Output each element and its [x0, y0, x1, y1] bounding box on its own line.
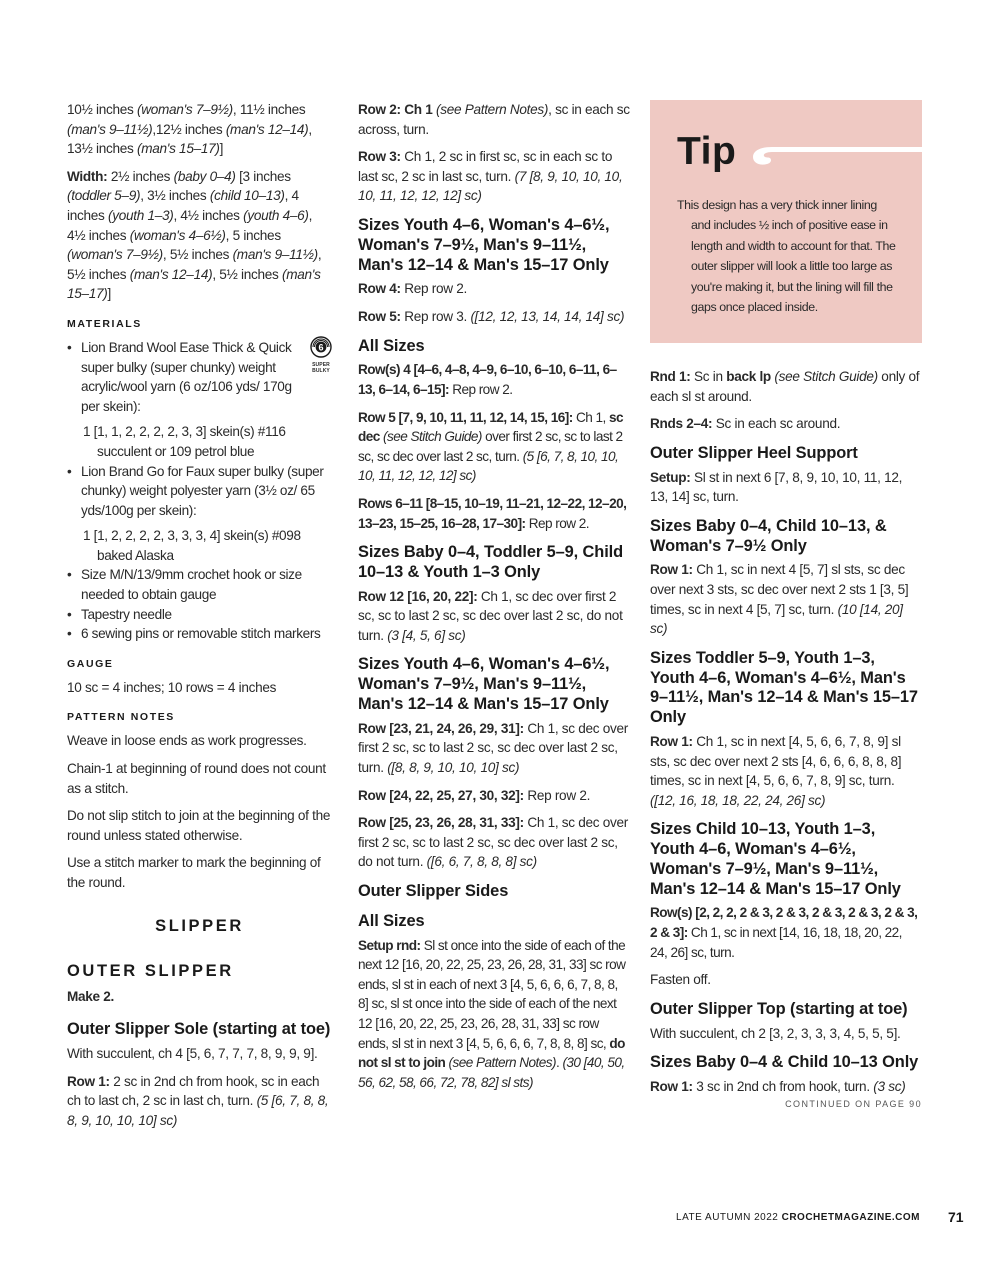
crochet-hook-icon [750, 140, 922, 168]
width-measurements: Width: 2½ inches (baby 0–4) [3 inches (toddler 5–9), 3½ inches (child 10–13), 4 inches (youth 1–3), 4½ inches (youth 4–6), 4½ inches (woman's 4–6½), 5 inches (woman's 7–9½), 5½ inches (man's 9–11½), 5½ inches (man's 12–14), 5½ inches (man's 15–17)] [67, 168, 322, 302]
pattern-note: Weave in loose ends as work progresses. [67, 733, 307, 749]
pattern-notes-heading: PATTERN NOTES [67, 711, 175, 724]
size-heading: All Sizes [358, 336, 425, 355]
rows-6-11: Rows 6–11 [8–15, 10–19, 11–21, 12–22, 12–20, 13–23, 15–25, 16–28, 17–30]: Rep row 2. [358, 495, 627, 531]
heel-rows: Row(s) [2, 2, 2, 2 & 3, 2 & 3, 2 & 3, 2 & 3, 2 & 3, 2 & 3]: Ch 1, sc in next [14, 16, 18, 18, 20, 22, 24, 26] sc, turn. [650, 905, 918, 960]
heel-heading: Outer Slipper Heel Support [650, 443, 858, 462]
sole-row-1: Row 1: 2 sc in 2nd ch from hook, sc in each ch to last ch, 2 sc in last ch, turn. (5 [6, 7, 8, 8, 8, 9, 10, 10, 10] sc) [67, 1073, 329, 1128]
page-footer [650, 1212, 920, 1223]
yarn-weight-number: 6 [318, 342, 324, 353]
material-item: • Lion Brand Wool Ease Thick & Quick super bulky (super chunky) weight acrylic/wool yarn (6 oz/106 yds/ 170g per skein): [67, 338, 332, 416]
size-heading: All Sizes [358, 911, 425, 930]
material-item: • Tapestry needle [67, 605, 332, 625]
row-4: Row 4: Rep row 2. [358, 281, 467, 297]
site-link[interactable]: CROCHETMAGAZINE.COM [781, 1212, 920, 1223]
column-3 [650, 100, 922, 1109]
heel-setup: Setup: Sl st in next 6 [7, 8, 9, 10, 10, 11, 12, 13, 14] sc, turn. [650, 469, 903, 505]
top-row-1: Row 1: 3 sc in 2nd ch from hook, turn. (3 sc) [650, 1079, 906, 1095]
pattern-note: Use a stitch marker to mark the beginning of the round. [67, 855, 321, 890]
size-heading: Sizes Toddler 5–9, Youth 1–3, Youth 4–6, Woman's 4–6½, Man's 9–11½, Man's 12–14 & Man's 15–17 Only [650, 648, 918, 727]
rnd-1: Rnd 1: Sc in back lp (see Stitch Guide) only of each sl st around. [650, 369, 920, 404]
gauge-heading: GAUGE [67, 657, 114, 670]
materials-list-2 [67, 462, 332, 521]
material-sub-item: 1 [1, 2, 2, 2, 2, 3, 3, 3, 4] skein(s) #098 baked Alaska [83, 528, 301, 563]
size-heading: Sizes Baby 0–4, Child 10–13, & Woman's 7–9½ Only [650, 516, 887, 555]
tip-text: This design has a very thick inner lining and includes ½ inch of positive ease in length and width to account for that. The outer slipper will look a little too large as you're making it, but the lining will fill the gaps once placed inside. [677, 198, 896, 315]
tip-title: Tip [677, 130, 737, 173]
size-heading: Sizes Baby 0–4 & Child 10–13 Only [650, 1053, 919, 1072]
sole-heading: Outer Slipper Sole (starting at toe) [67, 1020, 331, 1039]
size-heading: Sizes Child 10–13, Youth 1–3, Youth 4–6, Woman's 4–6½, Woman's 7–9½, Man's 9–11½, Man's 12–14 & Man's 15–17 Only [650, 820, 901, 898]
column-1 [67, 100, 332, 1138]
top-start: With succulent, ch 2 [3, 2, 3, 3, 3, 4, 5, 5, 5]. [650, 1025, 901, 1041]
row-2: Row 2: Ch 1 (see Pattern Notes), sc in each sc across, turn. [358, 102, 630, 137]
materials-list-3 [67, 565, 332, 643]
materials-list [67, 338, 332, 416]
size-heading: Sizes Baby 0–4, Toddler 5–9, Child 10–13 & Youth 1–3 Only [358, 543, 624, 581]
heel-row-1-a: Row 1: Ch 1, sc in next 4 [5, 7] sl sts, sc dec over next 3 sts, sc dec over next 2 sts 1 [3, 5] times, sc in next 4 [5, 7] sc, turn. (10 [14, 20] sc) [650, 562, 909, 637]
continued-note: CONTINUED ON PAGE 90 [785, 1098, 922, 1109]
rows-4: Row(s) 4 [4–6, 4–8, 4–9, 6–10, 6–10, 6–11, 6–13, 6–14, 6–15]: Rep row 2. [358, 362, 617, 397]
sides-heading: Outer Slipper Sides [358, 882, 509, 901]
page-number: 71 [948, 1209, 964, 1225]
fasten-off: Fasten off. [650, 972, 711, 988]
top-heading: Outer Slipper Top (starting at toe) [650, 999, 908, 1018]
column-2 [358, 100, 630, 1100]
material-item: • Size M/N/13/9mm crochet hook or size needed to obtain gauge [67, 565, 332, 604]
size-heading: Sizes Youth 4–6, Woman's 4–6½, Woman's 7–9½, Man's 9–11½, Man's 12–14 & Man's 15–17 Only [358, 655, 610, 714]
row-23: Row [23, 21, 24, 26, 29, 31]: Ch 1, sc dec over first 2 sc, sc to last 2 sc, sc dec over last 2 sc, turn. ([8, 8, 9, 10, 10, 10] sc) [358, 720, 628, 776]
row-3: Row 3: Ch 1, 2 sc in first sc, sc in each sc to last sc, 2 sc in last sc, turn. (7 [8, 9, 10, 10, 10, 10, 11, 12, 12, 12] sc) [358, 149, 623, 204]
yarn-weight-label: SUPER BULKY [312, 361, 330, 374]
length-continued: 10½ inches (woman's 7–9½), 11½ inches (man's 9–11½),12½ inches (man's 12–14), 13½ inches (man's 15–17)] [67, 102, 312, 157]
row-12: Row 12 [16, 20, 22]: Ch 1, sc dec over first 2 sc, sc to last 2 sc, sc dec over last 2 sc, do not turn. (3 [4, 5, 6] sc) [358, 588, 623, 643]
materials-heading: MATERIALS [67, 317, 142, 330]
setup-round: Setup rnd: Sl st once into the side of each of the next 12 [16, 20, 22, 25, 23, 26, 28, 31, 33] sc row ends, sl st in each of next 3 [4, 5, 6, 6, 6, 7, 8, 8, 8] sc, sl st once into the side of each of the next 12 [16, 20, 22, 25, 23, 26, 28, 31, 33] sc row ends, sl st in next 3 [4, 5, 6, 6, 6, 7, 8, 8, 8] sc, do not sl st to join (see Pattern Notes). (30 [40, 50, 56, 62, 58, 66, 72, 78, 82] sl sts) [358, 937, 626, 1090]
row-5: Row 5: Rep row 3. ([12, 12, 13, 14, 14, 14] sc) [358, 308, 625, 324]
row-5-dec: Row 5 [7, 9, 10, 11, 11, 12, 14, 15, 16]: Ch 1, sc dec (see Stitch Guide) over first 2 sc, sc to last 2 sc, sc dec over last 2 sc, turn. (5 [6, 7, 8, 10, 10, 10, 11, 12, 12, 12] sc) [358, 409, 623, 484]
slipper-heading: SLIPPER [155, 916, 244, 935]
pattern-note: Do not slip stitch to join at the beginning of the round unless stated otherwise. [67, 808, 331, 843]
tip-box [650, 100, 922, 343]
row-25: Row [25, 23, 26, 28, 31, 33]: Ch 1, sc dec over first 2 sc, sc to last 2 sc, sc dec over last 2 sc, do not turn. ([6, 6, 7, 8, 8, 8] sc) [358, 815, 628, 870]
row-24: Row [24, 22, 25, 27, 30, 32]: Rep row 2. [358, 787, 591, 803]
outer-slipper-heading: OUTER SLIPPER [67, 961, 234, 980]
material-item: • Lion Brand Go for Faux super bulky (super chunky) weight polyester yarn (3½ oz/ 65 yds/100g per skein): [67, 462, 332, 521]
sole-start: With succulent, ch 4 [5, 6, 7, 7, 7, 8, 9, 9, 9]. [67, 1045, 318, 1061]
material-sub-item: 1 [1, 1, 2, 2, 2, 2, 3, 3] skein(s) #116 succulent or 109 petrol blue [83, 424, 286, 459]
heel-row-1-b: Row 1: Ch 1, sc in next [4, 5, 6, 6, 7, 8, 9] sl sts, sc dec over next 2 sts [4, 6, 6, 6, 8, 8, 8] times, sc in next [4, 5, 6, 6, 7, 8, 9] sc, turn. ([12, 16, 18, 18, 22, 24, 26] sc) [650, 733, 902, 808]
material-item: • 6 sewing pins or removable stitch markers [67, 624, 332, 644]
issue-label: LATE AUTUMN 2022 [676, 1212, 782, 1223]
size-heading: Sizes Youth 4–6, Woman's 4–6½, Woman's 7–9½, Man's 9–11½, Man's 12–14 & Man's 15–17 Only [358, 215, 610, 274]
pattern-note: Chain-1 at beginning of round does not count as a stitch. [67, 761, 326, 796]
gauge-text: 10 sc = 4 inches; 10 rows = 4 inches [67, 679, 277, 695]
rnds-2-4: Rnds 2–4: Sc in each sc around. [650, 416, 841, 432]
make-count: Make 2. [67, 988, 115, 1004]
materials-section [67, 338, 332, 644]
